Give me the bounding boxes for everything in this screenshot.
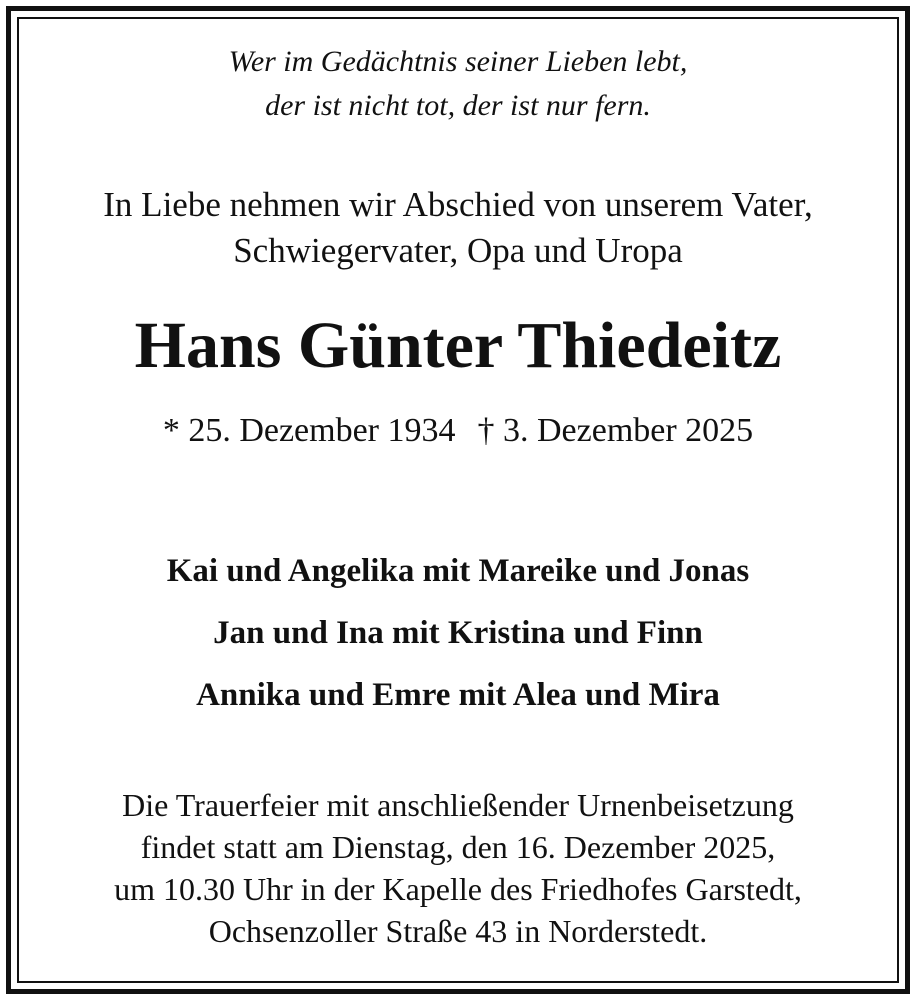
service-line: Die Trauerfeier mit anschließender Urnenbeisetzung xyxy=(122,787,794,823)
deceased-name: Hans Günter Thiedeitz xyxy=(134,309,782,382)
intro-line: Schwiegervater, Opa und Uropa xyxy=(233,231,683,270)
intro-line: In Liebe nehmen wir Abschied von unserem Vater, xyxy=(103,185,813,224)
mourner-family: Jan und Ina mit Kristina und Finn xyxy=(213,615,703,651)
motto-line: der ist nicht tot, der ist nur fern. xyxy=(265,89,651,122)
mourners-list xyxy=(0,540,916,726)
service-line: Ochsenzoller Straße 43 in Norderstedt. xyxy=(208,913,708,949)
funeral-service-info xyxy=(0,784,916,952)
motto-quote xyxy=(0,40,916,128)
mourner-family: Annika und Emre mit Alea und Mira xyxy=(196,677,720,713)
service-line: um 10.30 Uhr in der Kapelle des Friedhofes Garstedt, xyxy=(114,871,802,907)
life-dates xyxy=(0,404,916,458)
mourner-family: Kai und Angelika mit Mareike und Jonas xyxy=(166,553,750,589)
farewell-intro xyxy=(0,182,916,274)
motto-line: Wer im Gedächtnis seiner Lieben lebt, xyxy=(228,45,688,78)
service-line: findet statt am Dienstag, den 16. Dezember 2025, xyxy=(140,829,776,865)
birth-date: * 25. Dezember 1934 xyxy=(162,412,456,449)
death-date: † 3. Dezember 2025 xyxy=(477,412,754,449)
